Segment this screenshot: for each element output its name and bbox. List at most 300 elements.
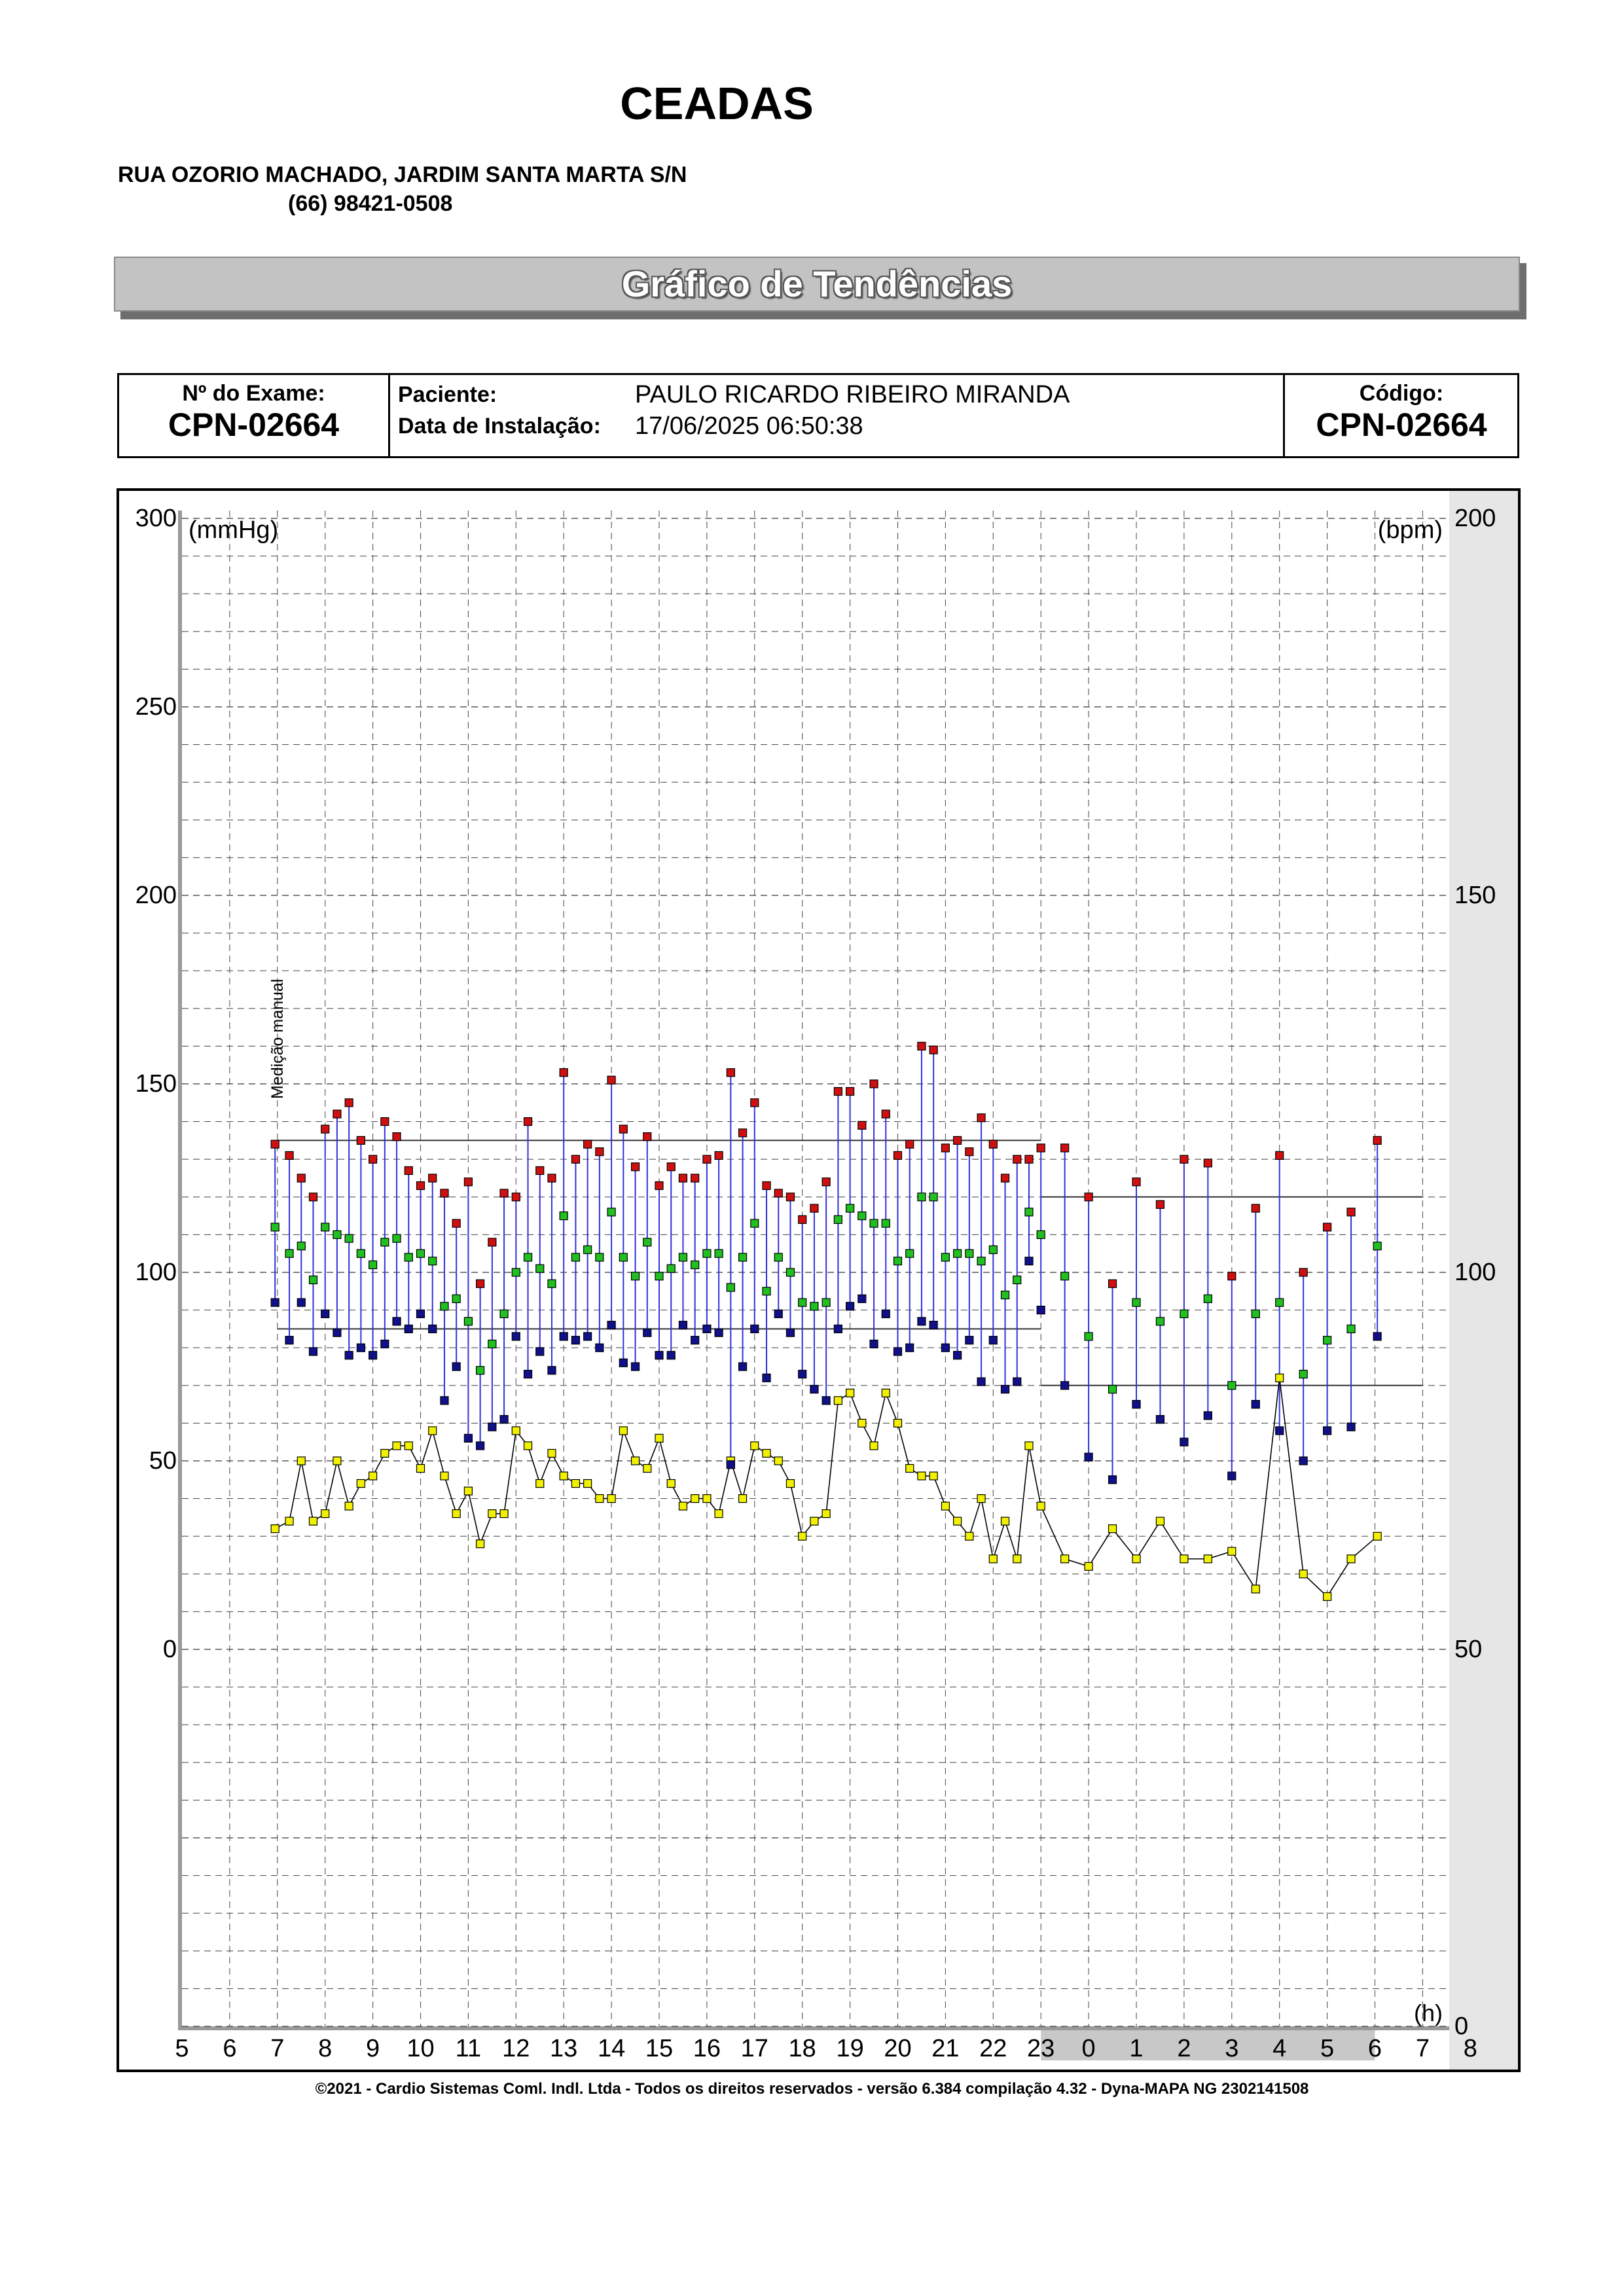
systolic-point <box>763 1182 770 1190</box>
systolic-point <box>619 1125 627 1133</box>
right-axis-tick: 200 <box>1454 505 1496 532</box>
left-axis-tick: 100 <box>135 1259 177 1286</box>
mean-point <box>345 1234 353 1242</box>
heart-rate-point <box>607 1495 615 1503</box>
systolic-point <box>536 1166 544 1174</box>
mean-point <box>477 1367 484 1374</box>
mean-point <box>1299 1371 1307 1378</box>
diastolic-point <box>1013 1378 1021 1386</box>
mean-point <box>524 1253 532 1261</box>
systolic-point <box>894 1151 902 1159</box>
mean-point <box>1180 1310 1188 1318</box>
right-axis-tick: 100 <box>1454 1259 1496 1286</box>
mean-point <box>285 1249 293 1257</box>
heart-rate-point <box>954 1517 962 1525</box>
x-axis-tick: 18 <box>788 2035 816 2062</box>
heart-rate-point <box>632 1457 640 1465</box>
systolic-point <box>548 1174 556 1182</box>
diastolic-point <box>799 1371 806 1378</box>
heart-rate-point <box>477 1540 484 1548</box>
mean-point <box>715 1249 723 1257</box>
diastolic-point <box>954 1352 962 1359</box>
mean-point <box>1025 1208 1033 1216</box>
systolic-point <box>1252 1204 1259 1212</box>
heart-rate-point <box>345 1502 353 1510</box>
heart-rate-point <box>918 1472 926 1480</box>
mean-point <box>369 1261 377 1268</box>
right-axis-tick: 50 <box>1454 1636 1483 1663</box>
x-axis-tick: 9 <box>366 2035 380 2062</box>
mean-point <box>643 1238 651 1246</box>
mean-point <box>739 1253 747 1261</box>
right-axis-unit: (bpm) <box>1377 516 1443 544</box>
diastolic-point <box>846 1302 854 1310</box>
heart-rate-point <box>1324 1592 1331 1600</box>
x-axis-tick: 21 <box>931 2035 960 2062</box>
heart-rate-point <box>989 1555 997 1563</box>
systolic-point <box>1132 1178 1140 1186</box>
systolic-point <box>369 1155 377 1163</box>
systolic-point <box>1061 1144 1069 1152</box>
heart-rate-point <box>870 1442 878 1450</box>
systolic-point <box>524 1118 532 1126</box>
systolic-point <box>357 1136 365 1144</box>
diastolic-point <box>858 1295 866 1302</box>
right-axis-tick: 0 <box>1454 2013 1469 2040</box>
mean-point <box>858 1212 866 1220</box>
heart-rate-point <box>1276 1374 1284 1382</box>
heart-rate-point <box>1132 1555 1140 1563</box>
diastolic-point <box>1025 1257 1033 1265</box>
systolic-point <box>1180 1155 1188 1163</box>
mean-point <box>1109 1386 1117 1393</box>
mean-point <box>452 1295 460 1302</box>
diastolic-point <box>667 1352 675 1359</box>
mean-point <box>965 1249 973 1257</box>
heart-rate-point <box>751 1442 759 1450</box>
systolic-point <box>417 1182 425 1190</box>
mean-point <box>799 1299 806 1306</box>
systolic-point <box>810 1204 818 1212</box>
diastolic-point <box>285 1336 293 1344</box>
heart-rate-point <box>1180 1555 1188 1563</box>
systolic-point <box>1085 1193 1092 1201</box>
mean-point <box>870 1219 878 1227</box>
diastolic-point <box>906 1344 914 1352</box>
heart-rate-point <box>441 1472 448 1480</box>
heart-rate-point <box>906 1465 914 1473</box>
mean-point <box>405 1253 412 1261</box>
systolic-point <box>1204 1159 1212 1167</box>
patient-label: Paciente: <box>398 382 497 407</box>
diastolic-point <box>1085 1453 1092 1461</box>
mean-point <box>1085 1333 1092 1340</box>
mean-point <box>393 1234 401 1242</box>
mean-point <box>774 1253 782 1261</box>
x-axis-tick: 3 <box>1225 2035 1239 2062</box>
diastolic-point <box>918 1318 926 1325</box>
diastolic-point <box>271 1299 279 1306</box>
mean-point <box>822 1299 830 1306</box>
systolic-point <box>858 1121 866 1129</box>
mean-point <box>679 1253 687 1261</box>
systolic-point <box>1109 1280 1117 1287</box>
mean-point <box>989 1246 997 1253</box>
heart-rate-point <box>524 1442 532 1450</box>
bottom-axis-bar <box>178 2026 1449 2030</box>
mean-point <box>500 1310 508 1318</box>
systolic-point <box>596 1148 604 1156</box>
diastolic-point <box>1001 1386 1009 1393</box>
heart-rate-point <box>667 1480 675 1488</box>
diastolic-point <box>691 1336 699 1344</box>
heart-rate-point <box>929 1472 937 1480</box>
x-axis-tick: 2 <box>1177 2035 1191 2062</box>
systolic-point <box>477 1280 484 1287</box>
x-axis-tick: 5 <box>175 2035 189 2062</box>
systolic-point <box>751 1099 759 1107</box>
systolic-point <box>333 1110 341 1118</box>
systolic-point <box>727 1069 734 1077</box>
heart-rate-point <box>1228 1547 1236 1555</box>
heart-rate-point <box>357 1480 365 1488</box>
heart-rate-point <box>739 1495 747 1503</box>
systolic-point <box>464 1178 472 1186</box>
systolic-point <box>632 1163 640 1171</box>
systolic-point <box>977 1114 985 1122</box>
mean-point <box>834 1215 842 1223</box>
manual-measurement-label: Medição manual <box>268 978 287 1100</box>
heart-rate-point <box>679 1502 687 1510</box>
systolic-point <box>297 1174 305 1182</box>
systolic-point <box>321 1125 329 1133</box>
systolic-point <box>584 1140 592 1148</box>
diastolic-point <box>464 1434 472 1442</box>
systolic-point <box>1001 1174 1009 1182</box>
heart-rate-point <box>536 1480 544 1488</box>
heart-rate-point <box>763 1449 770 1457</box>
left-axis-tick: 200 <box>135 882 177 909</box>
x-axis-tick: 16 <box>693 2035 721 2062</box>
diastolic-point <box>1156 1416 1164 1424</box>
mean-point <box>571 1253 579 1261</box>
mean-point <box>441 1302 448 1310</box>
diastolic-point <box>774 1310 782 1318</box>
heart-rate-point <box>381 1449 389 1457</box>
systolic-point <box>1299 1268 1307 1276</box>
systolic-point <box>1037 1144 1045 1152</box>
heart-rate-point <box>464 1487 472 1495</box>
heart-rate-point <box>429 1427 437 1435</box>
mean-point <box>655 1272 663 1280</box>
systolic-point <box>870 1080 878 1088</box>
info-divider <box>388 373 390 458</box>
diastolic-point <box>703 1325 711 1333</box>
mean-point <box>512 1268 520 1276</box>
systolic-point <box>846 1088 854 1096</box>
diastolic-point <box>655 1352 663 1359</box>
heart-rate-point <box>452 1510 460 1518</box>
diastolic-point <box>751 1325 759 1333</box>
diastolic-point <box>1324 1427 1331 1435</box>
diastolic-point <box>929 1321 937 1329</box>
systolic-point <box>1276 1151 1284 1159</box>
systolic-point <box>271 1140 279 1148</box>
systolic-point <box>429 1174 437 1182</box>
diastolic-point <box>727 1461 734 1469</box>
x-axis-tick: 4 <box>1272 2035 1287 2062</box>
mean-point <box>1324 1336 1331 1344</box>
diastolic-point <box>739 1363 747 1371</box>
heart-rate-point <box>1025 1442 1033 1450</box>
x-axis-tick: 6 <box>1367 2035 1382 2062</box>
diastolic-point <box>596 1344 604 1352</box>
left-axis-tick: 150 <box>135 1070 177 1098</box>
heart-rate-point <box>715 1510 723 1518</box>
diastolic-point <box>643 1329 651 1336</box>
install-date: 17/06/2025 06:50:38 <box>635 412 863 440</box>
x-axis-tick: 0 <box>1081 2035 1096 2062</box>
systolic-point <box>285 1151 293 1159</box>
mean-point <box>763 1287 770 1295</box>
systolic-point <box>906 1140 914 1148</box>
mean-point <box>691 1261 699 1268</box>
diastolic-point <box>297 1299 305 1306</box>
diastolic-point <box>1132 1401 1140 1408</box>
systolic-point <box>941 1144 949 1152</box>
mean-point <box>810 1302 818 1310</box>
mean-point <box>727 1283 734 1291</box>
heart-rate-point <box>977 1495 985 1503</box>
x-axis-tick: 11 <box>455 2035 482 2062</box>
diastolic-point <box>965 1336 973 1344</box>
right-axis-tick: 150 <box>1454 882 1496 909</box>
mean-point <box>667 1265 675 1272</box>
mean-point <box>786 1268 794 1276</box>
heart-rate-point <box>643 1465 651 1473</box>
heart-rate-point <box>834 1397 842 1405</box>
diastolic-point <box>882 1310 890 1318</box>
systolic-point <box>1013 1155 1021 1163</box>
systolic-point <box>954 1136 962 1144</box>
patient-name: PAULO RICARDO RIBEIRO MIRANDA <box>635 381 1070 408</box>
diastolic-point <box>834 1325 842 1333</box>
mean-point <box>309 1276 317 1284</box>
mean-point <box>596 1253 604 1261</box>
systolic-point <box>834 1088 842 1096</box>
diastolic-point <box>560 1333 568 1340</box>
mean-point <box>1204 1295 1212 1302</box>
diastolic-point <box>452 1363 460 1371</box>
diastolic-point <box>715 1329 723 1336</box>
systolic-point <box>1156 1200 1164 1208</box>
diastolic-point <box>512 1333 520 1340</box>
mean-point <box>297 1242 305 1250</box>
mean-point <box>1037 1230 1045 1238</box>
mean-point <box>751 1219 759 1227</box>
x-axis-tick: 8 <box>1463 2035 1477 2062</box>
heart-rate-point <box>393 1442 401 1450</box>
systolic-point <box>571 1155 579 1163</box>
systolic-point <box>309 1193 317 1201</box>
heart-rate-point <box>512 1427 520 1435</box>
heart-rate-point <box>619 1427 627 1435</box>
heart-rate-point <box>1013 1555 1021 1563</box>
heart-rate-point <box>894 1419 902 1427</box>
mean-point <box>548 1280 556 1287</box>
mean-point <box>1132 1299 1140 1306</box>
heart-rate-point <box>1347 1555 1355 1563</box>
diastolic-point <box>1373 1333 1381 1340</box>
heart-rate-point <box>786 1480 794 1488</box>
systolic-point <box>989 1140 997 1148</box>
diastolic-point <box>619 1359 627 1367</box>
mean-point <box>417 1249 425 1257</box>
mean-point <box>894 1257 902 1265</box>
heart-rate-point <box>405 1442 412 1450</box>
mean-point <box>954 1249 962 1257</box>
heart-rate-point <box>1252 1585 1259 1593</box>
heart-rate-point <box>1061 1555 1069 1563</box>
heart-rate-point <box>560 1472 568 1480</box>
heart-rate-point <box>417 1465 425 1473</box>
diastolic-point <box>941 1344 949 1352</box>
chart-background <box>119 491 1518 2070</box>
heart-rate-point <box>1085 1562 1092 1570</box>
diastolic-point <box>810 1386 818 1393</box>
x-axis-tick: 19 <box>836 2035 864 2062</box>
clinic-name: CEADAS <box>620 78 814 129</box>
diastolic-point <box>488 1423 496 1431</box>
systolic-point <box>739 1129 747 1137</box>
heart-rate-point <box>810 1517 818 1525</box>
diastolic-point <box>632 1363 640 1371</box>
systolic-point <box>774 1189 782 1197</box>
x-axis-tick: 14 <box>597 2035 626 2062</box>
heart-rate-point <box>858 1419 866 1427</box>
heart-rate-point <box>1001 1517 1009 1525</box>
systolic-point <box>441 1189 448 1197</box>
diastolic-point <box>1252 1401 1259 1408</box>
heart-rate-point <box>882 1389 890 1397</box>
x-axis-tick: 23 <box>1027 2035 1055 2062</box>
diastolic-point <box>1180 1438 1188 1446</box>
mean-point <box>941 1253 949 1261</box>
banner-title: Gráfico de Tendências <box>621 263 1013 304</box>
mean-point <box>1228 1382 1236 1390</box>
diastolic-point <box>345 1352 353 1359</box>
diastolic-point <box>977 1378 985 1386</box>
systolic-point <box>715 1151 723 1159</box>
mean-point <box>632 1272 640 1280</box>
mean-point <box>619 1253 627 1261</box>
mean-point <box>1373 1242 1381 1250</box>
left-axis-bar <box>178 511 182 2026</box>
mean-point <box>607 1208 615 1216</box>
diastolic-point <box>1204 1412 1212 1420</box>
systolic-point <box>679 1174 687 1182</box>
x-axis-tick: 13 <box>550 2035 578 2062</box>
mean-point <box>846 1204 854 1212</box>
mean-point <box>560 1212 568 1220</box>
systolic-point <box>965 1148 973 1156</box>
heart-rate-point <box>846 1389 854 1397</box>
heart-rate-point <box>941 1502 949 1510</box>
trend-chart <box>119 491 1518 2070</box>
heart-rate-point <box>297 1457 305 1465</box>
mean-point <box>357 1249 365 1257</box>
heart-rate-point <box>596 1495 604 1503</box>
diastolic-point <box>786 1329 794 1336</box>
mean-point <box>584 1246 592 1253</box>
systolic-point <box>607 1076 615 1084</box>
heart-rate-point <box>500 1510 508 1518</box>
mean-point <box>1276 1299 1284 1306</box>
diastolic-point <box>429 1325 437 1333</box>
x-axis-tick: 1 <box>1129 2035 1144 2062</box>
x-axis-unit: (h) <box>1414 2000 1443 2026</box>
x-axis-tick: 5 <box>1320 2035 1335 2062</box>
systolic-point <box>1324 1223 1331 1231</box>
mean-point <box>703 1249 711 1257</box>
diastolic-point <box>405 1325 412 1333</box>
heart-rate-point <box>703 1495 711 1503</box>
diastolic-point <box>333 1329 341 1336</box>
diastolic-point <box>441 1397 448 1405</box>
diastolic-point <box>500 1416 508 1424</box>
exam-number-label: Nº do Exame: <box>182 381 325 406</box>
heart-rate-point <box>1156 1517 1164 1525</box>
x-axis-tick: 7 <box>270 2035 285 2062</box>
systolic-point <box>786 1193 794 1201</box>
mean-point <box>1061 1272 1069 1280</box>
diastolic-point <box>894 1348 902 1355</box>
mean-point <box>918 1193 926 1201</box>
mean-point <box>333 1230 341 1238</box>
diastolic-point <box>989 1336 997 1344</box>
diastolic-point <box>1299 1457 1307 1465</box>
clinic-address: RUA OZORIO MACHADO, JARDIM SANTA MARTA S/N <box>118 162 687 187</box>
x-axis-tick: 6 <box>223 2035 237 2062</box>
diastolic-point <box>548 1367 556 1374</box>
diastolic-point <box>1109 1476 1117 1484</box>
heart-rate-point <box>548 1449 556 1457</box>
heart-rate-point <box>1373 1532 1381 1540</box>
diastolic-point <box>536 1348 544 1355</box>
diastolic-point <box>381 1340 389 1348</box>
mean-point <box>977 1257 985 1265</box>
heart-rate-point <box>774 1457 782 1465</box>
mean-point <box>1347 1325 1355 1333</box>
mean-point <box>321 1223 329 1231</box>
heart-rate-point <box>1037 1502 1045 1510</box>
heart-rate-point <box>321 1510 329 1518</box>
mean-point <box>536 1265 544 1272</box>
mean-point <box>271 1223 279 1231</box>
systolic-point <box>1025 1155 1033 1163</box>
diastolic-point <box>393 1318 401 1325</box>
diastolic-point <box>679 1321 687 1329</box>
mean-point <box>1001 1291 1009 1299</box>
heart-rate-point <box>571 1480 579 1488</box>
diastolic-point <box>1228 1472 1236 1480</box>
diastolic-point <box>870 1340 878 1348</box>
systolic-point <box>1373 1136 1381 1144</box>
chart-bg <box>119 491 1518 2070</box>
heart-rate-point <box>799 1532 806 1540</box>
diastolic-point <box>321 1310 329 1318</box>
mean-point <box>1156 1318 1164 1325</box>
